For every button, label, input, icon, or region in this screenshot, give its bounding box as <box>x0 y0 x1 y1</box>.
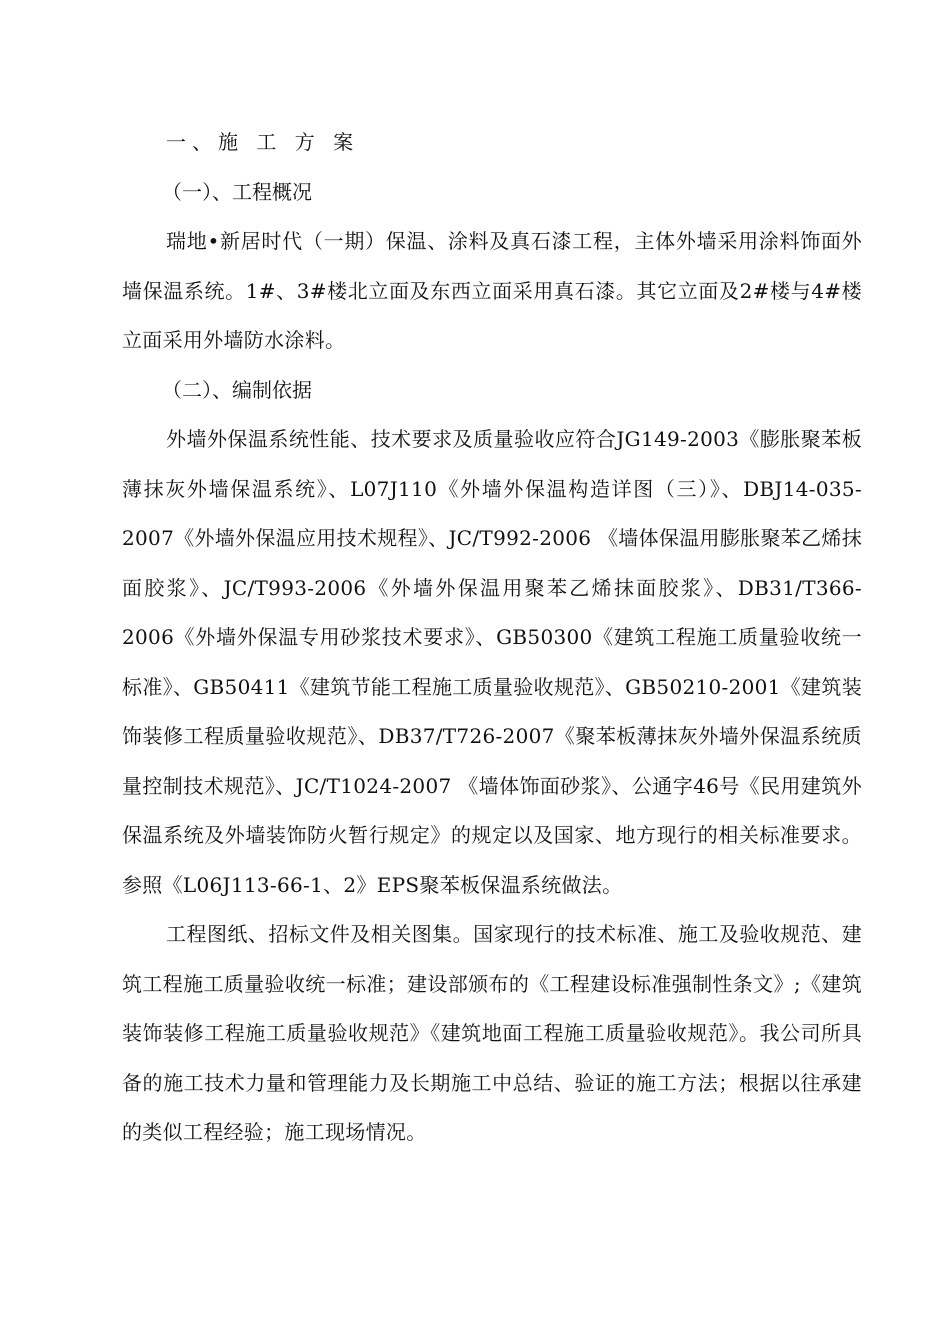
section-title: 一、施 工 方 案 <box>166 130 360 154</box>
paragraph-project-overview: 瑞地•新居时代（一期）保温、涂料及真石漆工程，主体外墙采用涂料饰面外墙保温系统。1#、3#楼北立面及东西立面采用真石漆。其它立面及2#楼与4#楼立面采用外墙防水涂料。 <box>122 229 862 352</box>
paragraph-standards-basis: 外墙外保温系统性能、技术要求及质量验收应符合JG149-2003《膨胀聚苯板薄抹灰外墙保温系统》、L07J110《外墙外保温构造详图（三）》、DBJ14-035-2007《外墙外保温应用技术规程》、JC/T992-2006 《墙体保温用膨胀聚苯乙烯抹面胶浆》、JC/T993-2006《外墙外保温用聚苯乙烯抹面胶浆》、DB31/T366-2006《外墙外保温专用砂浆技术要求》、GB50300《建筑工程施工质量验收统一标准》、GB50411《建筑节能工程施工质量验收规范》、GB50210-2001《建筑装饰装修工程质量验收规范》、DB37/T726-2007《聚苯板薄抹灰外墙外保温系统质量控制技术规范》、JC/T1024-2007 《墙体饰面砂浆》、公通字46号《民用建筑外保温系统及外墙装饰防火暂行规定》的规定以及国家、地方现行的相关标准要求。参照《L06J113-66-1、2》EPS聚苯板保温系统做法。 <box>122 427 862 897</box>
paragraph-documents-basis: 工程图纸、招标文件及相关图集。国家现行的技术标准、施工及验收规范、建筑工程施工质量验收统一标准；建设部颁布的《工程建设标准强制性条文》;《建筑装饰装修工程施工质量验收规范》《建筑地面工程施工质量验收规范》。我公司所具备的施工技术力量和管理能力及长期施工中总结、验证的施工方法；根据以往承建的类似工程经验；施工现场情况。 <box>122 922 862 1144</box>
document-body <box>122 118 862 1158</box>
subsection-heading-basis: （二）、编制依据 <box>162 377 312 402</box>
subsection-heading-overview: （一）、工程概况 <box>162 179 312 204</box>
